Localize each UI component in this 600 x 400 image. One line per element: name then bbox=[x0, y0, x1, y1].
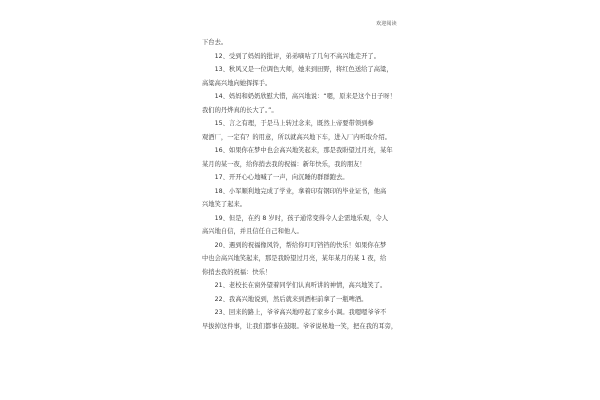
document-line: 你捎去我的祝福：快乐！ bbox=[202, 268, 272, 276]
document-line: 21、老校长在窗外望着同学们认真听讲的神情，高兴地笑了。 bbox=[214, 282, 387, 289]
document-line: 早拔掉这件事，让我们都事在鼓眼。爷爷说秘地一笑，把在我的耳旁， bbox=[202, 322, 398, 330]
document-line: 20、遇到的祝福像风铃，帮给你叮叮铛铛的快乐！如果你在梦 bbox=[214, 241, 387, 249]
document-line: 高兴地自信，并且信任自己和他人。 bbox=[202, 228, 303, 235]
document-body bbox=[202, 36, 414, 333]
document-line: 23、回来的路上，爷爷高兴地哼起了家乡小调。我嗯嗯爷爷不 bbox=[214, 309, 387, 316]
document-line: 下台去。 bbox=[202, 39, 228, 46]
document-line: 兴地笑了起来。 bbox=[202, 201, 247, 208]
document-line: 17、开开心心地喊了一声，向沉睡的群群跑去。 bbox=[214, 174, 349, 181]
document-line: 16、如果你在梦中也会高兴地笑起来，那是我盼望过月亮，某年 bbox=[214, 147, 393, 154]
document-line: 14、妈妈和奶奶欣慰大惜，高兴地说：“嗯，原来是这个日子呀！ bbox=[214, 93, 396, 100]
document-line: 15、言之有理，于是马上转过念来，既然上帝要带领到参 bbox=[214, 120, 374, 127]
document-line: 18、小军顺利地完成了学业，拿着印有钢印的毕业证书，他高 bbox=[214, 187, 387, 195]
document-line: 中也会高兴地笑起来，那是我盼望过月亮，某年某月的某 1 夜，给 bbox=[202, 255, 387, 262]
document-line: 我们的丹烨真的长大了。”。 bbox=[202, 106, 278, 114]
header-tag: 欢迎阅读 bbox=[376, 21, 397, 27]
document-line: 高粱高兴地向她挥挥手。 bbox=[202, 79, 272, 87]
document-line: 某月的某一夜，给你捎去我的祝福：新年快乐，我的朋友！ bbox=[202, 160, 366, 168]
document-line: 12、受到了妈妈的批评，弟弟嘀咕了几句不高兴地走开了。 bbox=[214, 52, 381, 60]
document-line: 19、但是，在约 8 岁时，孩子通常变得令人企需地乐观，令人 bbox=[214, 214, 389, 222]
document-line: 观酒厂，一定有？的用意，所以就高兴地下车，进入厂内听取介绍。 bbox=[202, 133, 391, 141]
document-line: 13、秋风又是一位调色大师，她来到田野，将红色送给了高粱， bbox=[214, 66, 393, 73]
document-line: 22、我高兴地说到，然后就来到酒柜前拿了一瓶啤酒。 bbox=[214, 295, 368, 303]
